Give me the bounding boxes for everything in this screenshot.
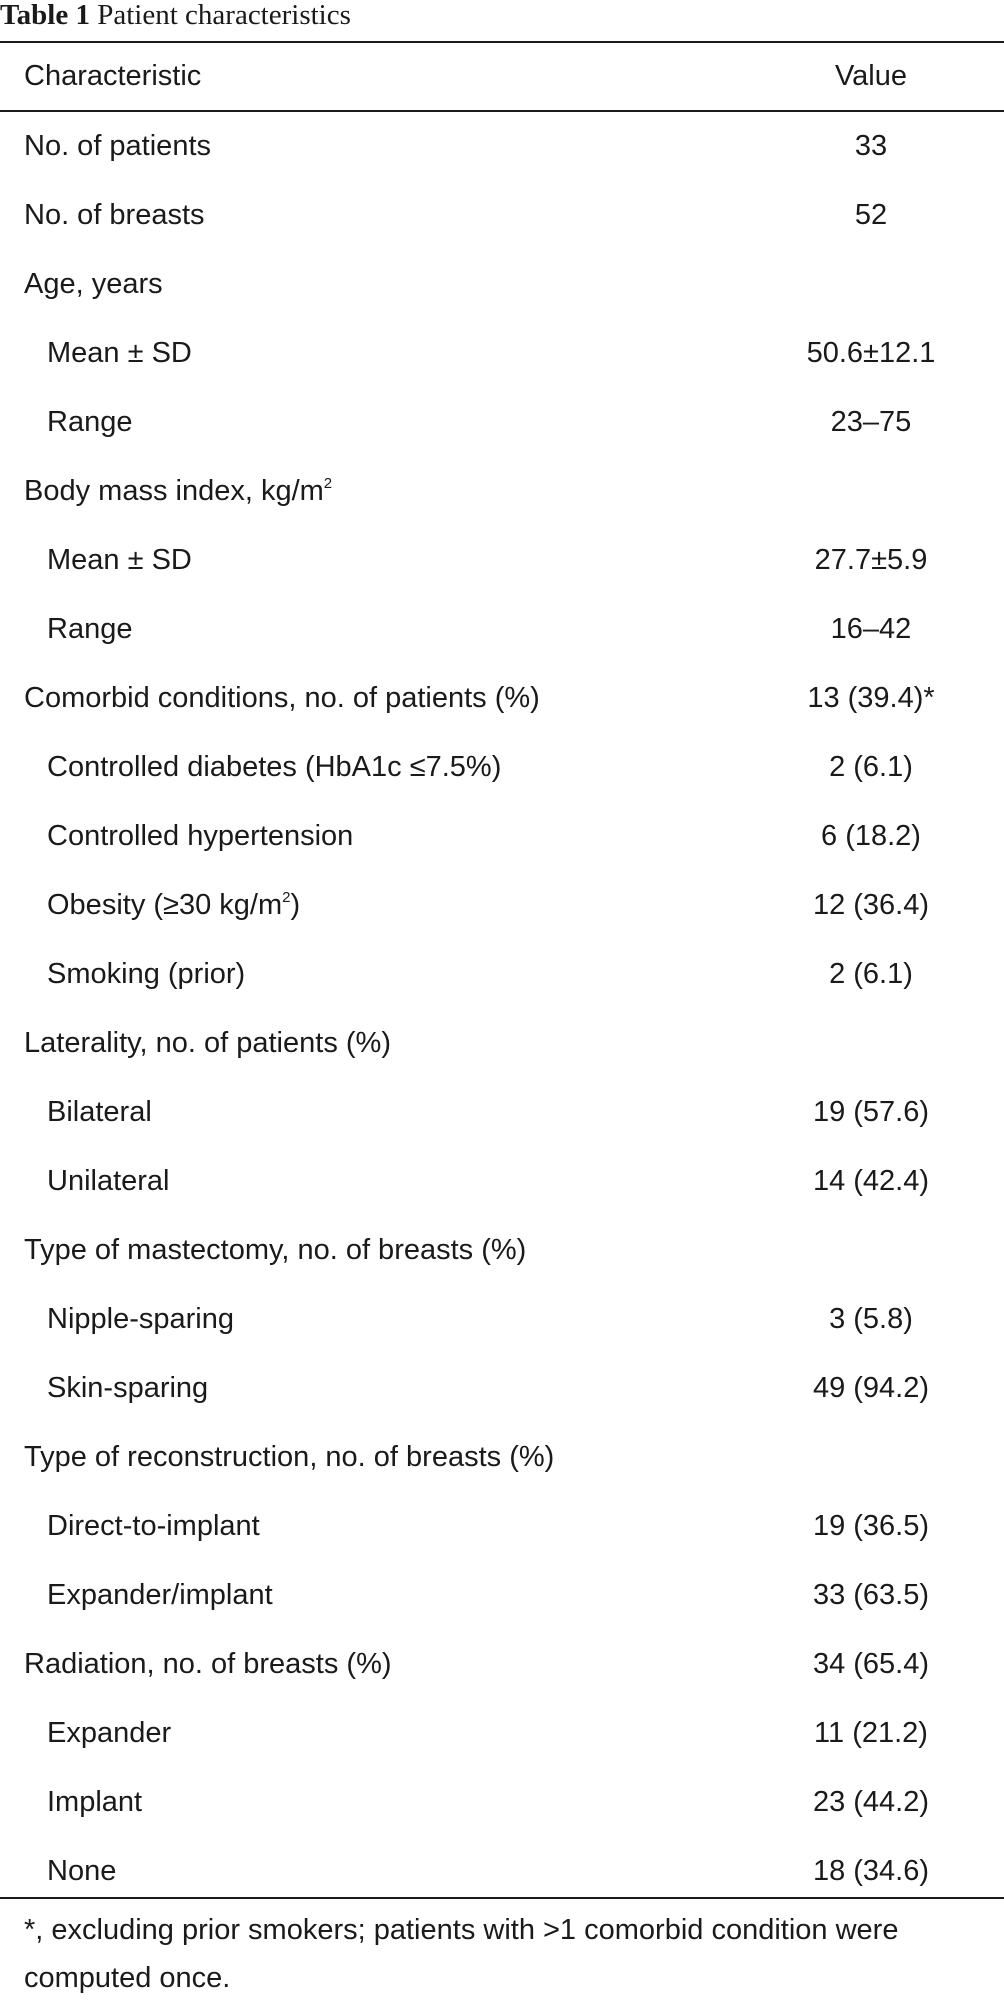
superscript: 2 — [323, 475, 333, 492]
row-label-text: Body mass index, kg/m — [24, 475, 324, 507]
table-caption — [0, 0, 351, 34]
bottom-rule — [0, 1897, 1004, 1899]
row-label-text: Direct-to-implant — [47, 1510, 260, 1542]
table-row — [0, 733, 1004, 802]
row-value: 6 (18.2) — [821, 820, 921, 852]
table-caption-label: Table 1 — [0, 0, 90, 31]
table-row — [0, 802, 1004, 871]
row-label-text: Comorbid conditions, no. of patients (%) — [24, 682, 540, 714]
table-row — [0, 1492, 1004, 1561]
row-value: 33 (63.5) — [812, 1579, 930, 1611]
row-label-text: Controlled hypertension — [47, 820, 354, 852]
row-label — [47, 1285, 234, 1354]
table-row — [0, 1423, 1004, 1492]
row-value: 19 (36.5) — [812, 1510, 930, 1542]
row-label-text: No. of breasts — [24, 199, 205, 231]
row-value: 3 (5.8) — [829, 1303, 913, 1335]
row-value: 23 (44.2) — [812, 1786, 930, 1818]
table-row — [0, 1216, 1004, 1285]
row-label-text: Unilateral — [47, 1165, 170, 1197]
row-label-text: No. of patients — [24, 130, 211, 162]
row-value: 23–75 — [830, 406, 912, 438]
row-label — [24, 1009, 391, 1078]
row-label — [47, 1699, 171, 1768]
row-label-suffix: ) — [290, 889, 301, 921]
row-label-text: Skin-sparing — [47, 1372, 209, 1404]
table-row — [0, 319, 1004, 388]
row-label-text: Implant — [47, 1786, 143, 1818]
row-value: 14 (42.4) — [812, 1165, 930, 1197]
row-label — [47, 319, 192, 388]
table-row — [0, 250, 1004, 319]
row-label — [47, 1768, 142, 1837]
row-label-text: None — [47, 1855, 117, 1887]
row-label — [47, 1492, 260, 1561]
row-label-text: Expander — [47, 1717, 172, 1749]
row-label — [24, 181, 205, 250]
row-label-text: Nipple-sparing — [47, 1303, 234, 1335]
table-row — [0, 1009, 1004, 1078]
row-label — [24, 457, 332, 526]
row-label — [24, 1216, 526, 1285]
row-label-text: Age, years — [24, 268, 163, 300]
table-row — [0, 1699, 1004, 1768]
row-label-text: Radiation, no. of breasts (%) — [24, 1648, 392, 1680]
row-label — [47, 388, 132, 457]
row-value: 19 (57.6) — [812, 1096, 930, 1128]
row-value: 52 — [854, 199, 888, 231]
row-label — [47, 1078, 152, 1147]
row-value: 12 (36.4) — [812, 889, 930, 921]
row-label — [47, 1561, 273, 1630]
row-label-text: Bilateral — [47, 1096, 152, 1128]
row-value: 18 (34.6) — [812, 1855, 930, 1887]
row-label — [47, 1354, 208, 1423]
row-label — [47, 1837, 116, 1906]
row-label-text: Mean ± SD — [47, 337, 192, 369]
row-label-text: Mean ± SD — [47, 544, 192, 576]
row-label-text: Smoking (prior) — [47, 958, 246, 990]
row-label-text: Type of reconstruction, no. of breasts (%) — [24, 1441, 555, 1473]
row-label — [47, 871, 300, 940]
row-value: 49 (94.2) — [812, 1372, 930, 1404]
row-label-text: Controlled diabetes (HbA1c ≤7.5%) — [47, 751, 502, 783]
table-row — [0, 940, 1004, 1009]
table-row — [0, 181, 1004, 250]
table-row — [0, 1285, 1004, 1354]
row-label — [47, 1147, 170, 1216]
row-value: 33 — [854, 130, 888, 162]
row-value: 27.7±5.9 — [814, 544, 928, 576]
superscript: 2 — [282, 889, 291, 906]
table-row — [0, 112, 1004, 181]
row-label — [24, 664, 540, 733]
row-value: 34 (65.4) — [812, 1648, 930, 1680]
row-value: 13 (39.4)* — [807, 682, 935, 714]
row-label — [47, 940, 245, 1009]
row-label-text: Type of mastectomy, no. of breasts (%) — [24, 1234, 527, 1266]
table-row — [0, 388, 1004, 457]
row-label — [24, 1630, 392, 1699]
row-label-text: Obesity (≥30 kg/m — [47, 889, 283, 921]
row-label-text: Range — [47, 613, 133, 645]
row-label-text: Expander/implant — [47, 1579, 273, 1611]
row-label — [47, 802, 353, 871]
row-label — [24, 112, 211, 181]
table-row — [0, 1768, 1004, 1837]
table-header-row — [0, 42, 1004, 111]
row-label — [24, 1423, 554, 1492]
table-row — [0, 1837, 1004, 1906]
table-row — [0, 595, 1004, 664]
table-row — [0, 871, 1004, 940]
table-caption-title: Patient characteristics — [97, 0, 351, 31]
row-value: 11 (21.2) — [814, 1717, 928, 1749]
row-label-text: Laterality, no. of patients (%) — [24, 1027, 391, 1059]
table-row — [0, 1630, 1004, 1699]
row-label — [47, 595, 132, 664]
row-label — [47, 733, 501, 802]
row-value: 50.6±12.1 — [806, 337, 936, 369]
table-row — [0, 526, 1004, 595]
table-row — [0, 1561, 1004, 1630]
table-footnote: *, excluding prior smokers; patients with >1 comorbid condition were computed once. — [24, 1914, 899, 1994]
row-label — [24, 250, 163, 319]
table-row — [0, 1147, 1004, 1216]
table-row — [0, 664, 1004, 733]
row-label-text: Range — [47, 406, 133, 438]
row-label — [47, 526, 192, 595]
table-row — [0, 1078, 1004, 1147]
row-value: 16–42 — [830, 613, 912, 645]
table-row — [0, 457, 1004, 526]
row-value: 2 (6.1) — [829, 958, 913, 990]
table-row — [0, 1354, 1004, 1423]
header-characteristic: Characteristic — [24, 60, 202, 92]
row-value: 2 (6.1) — [829, 751, 913, 783]
header-value: Value — [834, 60, 908, 92]
